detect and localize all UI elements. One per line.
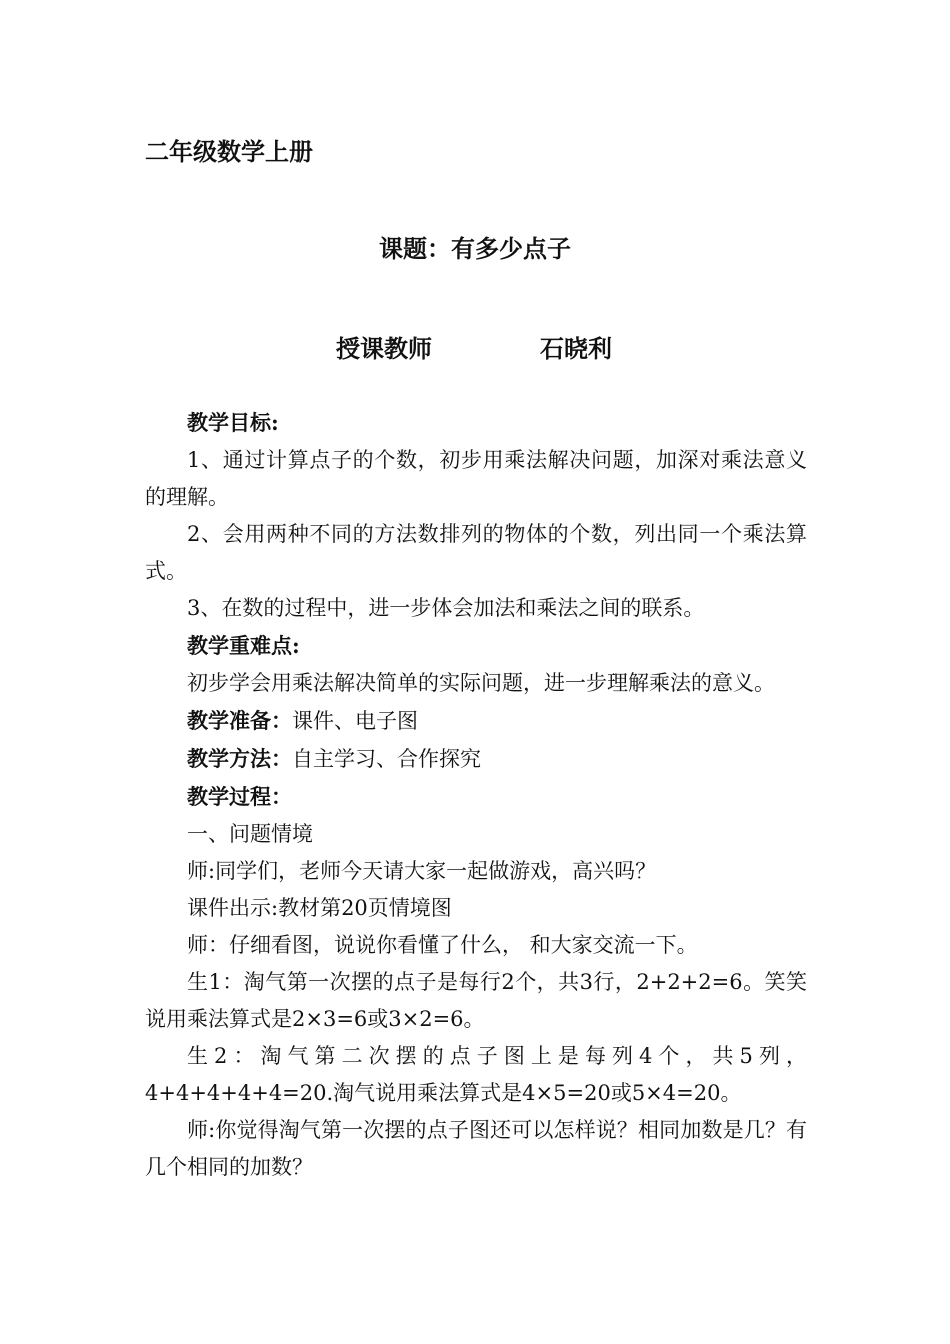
lesson-title: 课题：有多少点子 — [379, 234, 571, 263]
grade-heading: 二年级数学上册 — [145, 137, 313, 166]
process-line: 生1：淘气第一次摆的点子是每行2个，共3行，2+2+2=6。笑笑说用乘法算式是2×3=6或3×2=6。 — [145, 970, 807, 1031]
process-line: 师:同学们，老师今天请大家一起做游戏，高兴吗？ — [187, 859, 657, 883]
preparation-text: 课件、电子图 — [292, 709, 418, 733]
objective-item: 2、会用两种不同的方法数排列的物体的个数，列出同一个乘法算式。 — [145, 522, 807, 583]
objective-item: 1、通过计算点子的个数，初步用乘法解决问题，加深对乘法意义的理解。 — [145, 448, 807, 509]
method-text: 自主学习、合作探究 — [292, 747, 481, 771]
key-points-text: 初步学会用乘法解决简单的实际问题，进一步理解乘法的意义。 — [187, 671, 775, 695]
process-line: 一、问题情境 — [187, 822, 313, 846]
process-line: 师：仔细看图，说说你看懂了什么， 和大家交流一下。 — [187, 933, 698, 957]
process-line: 生2：淘气第二次摆的点子图上是每列4个，共5列，4+4+4+4+4=20.淘气说用乘法算式是4×5=20或5×4=20。 — [145, 1044, 807, 1105]
preparation-label: 教学准备： — [187, 708, 292, 733]
key-points-heading: 教学重难点: — [187, 633, 300, 658]
preparation-line — [145, 702, 807, 740]
lesson-body — [145, 404, 807, 1186]
objective-item: 3、在数的过程中，进一步体会加法和乘法之间的联系。 — [187, 596, 705, 620]
process-heading: 教学过程： — [187, 784, 292, 809]
method-line — [145, 740, 807, 778]
teacher-name: 石晓利 — [540, 334, 612, 363]
process-line: 师:你觉得淘气第一次摆的点子图还可以怎样说？相同加数是几？有几个相同的加数？ — [145, 1118, 807, 1179]
teacher-line — [336, 333, 612, 365]
process-line: 课件出示:教材第20页情境图 — [187, 896, 452, 920]
method-label: 教学方法： — [187, 746, 292, 771]
teacher-label: 授课教师 — [336, 334, 432, 363]
objectives-heading: 教学目标: — [187, 410, 279, 435]
